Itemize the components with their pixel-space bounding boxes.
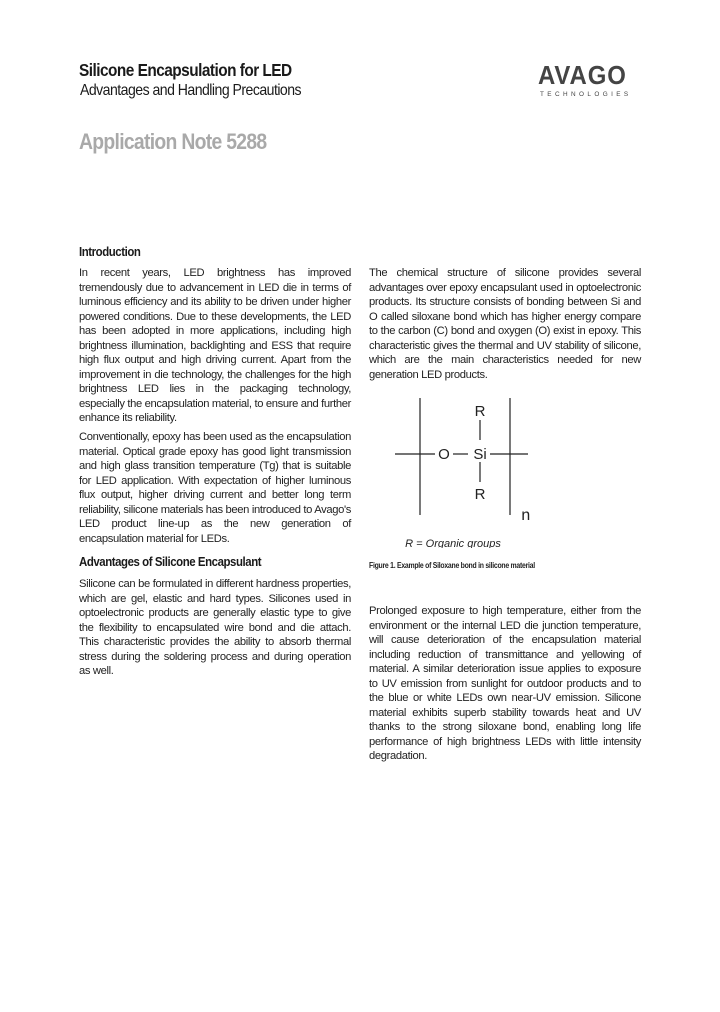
introduction-heading: Introduction [79,244,141,259]
introduction-paragraph-2 [79,430,351,546]
advantages-section [79,554,351,569]
r-legend: R = Organic groups [405,538,501,548]
advantages-paragraph [79,577,351,679]
siloxane-structure-diagram [390,398,550,548]
introduction-p1-text: In recent years, LED brightness has improved tremendously due to advancement in LED die in terms of luminous efficiency and its ability to be driven under higher powered conditions. Due to these developments, the LED has been adopted in more applications, including high brightness illumination, backlighting and ESS that require high flux output and high driving current. Apart from the improvement in die technology, the challenges for the high brightness LED lies in the packaging technology, especially the encapsulation material, to ensure and further enhance its reliability. [79,267,351,424]
document-title: Silicone Encapsulation for LED [79,60,292,80]
introduction-paragraph-1 [79,266,351,426]
right-p1-text: The chemical structure of silicone provides several advantages over epoxy encapsulant used in optoelectronic products. Its structure consists of bonding between Si and O called siloxane bond which has higher energy compare to the carbon (C) bond and oxygen (O) exist in epoxy. This characteristic gives the thermal and UV stability of silicone, which are the main characteristics needed for new generation LED products. [369,267,641,381]
r-group-bottom: R [474,486,486,503]
chemical-structure-paragraph [369,266,641,382]
logo-tagline: TECHNOLOGIES [540,91,632,98]
figure-caption: Figure 1. Example of Siloxane bond in silicone material [369,561,535,570]
deterioration-paragraph [369,604,641,764]
right-p2-text: Prolonged exposure to high temperature, either from the environment or the internal LED die junction temperature, will cause deterioration of the encapsulation material including reduction of transmittance and yellowing of material. A similar deterioration issue applies to exposure to UV emission from sunlight for outdoor products and to the blue or white LEDs own near-UV emission. Silicone material exhibits superb stability towards heat and UV thanks to the strong siloxane bond, enabling long life performance of high brightness LEDs with little intensity degradation. [369,605,641,762]
silicon-atom: Si [473,446,487,463]
logo-name: AVAGO [538,60,627,90]
repeat-subscript-n: n [521,507,531,525]
oxygen-atom: O [438,446,450,463]
introduction-section [79,244,351,259]
introduction-p2-text: Conventionally, epoxy has been used as the encapsulation material. Optical grade epoxy has good light transmission and high glass transition temperature (Tg) that is suitable for LED application. With expectation of higher luminous flux output, higher driving current and better long term reliability, silicone materials has been introduced to Avago's LED product line-up as the new generation of encapsulation material for LEDs. [79,431,351,545]
r-group-top: R [474,403,486,420]
document-subtitle: Advantages and Handling Precautions [80,82,302,99]
application-note-number: Application Note 5288 [79,129,267,154]
avago-logo [538,60,648,100]
advantages-heading: Advantages of Silicone Encapsulant [79,554,262,569]
advantages-p1-text: Silicone can be formulated in different hardness properties, which are gel, elastic and hard types. Silicones used in optoelectronic products are generally elastic type to give the flexibility to encapsulated wire bond and die attach. This characteristic provides the ability to absorb thermal stress during the soldering process and during operation as well. [79,578,351,677]
